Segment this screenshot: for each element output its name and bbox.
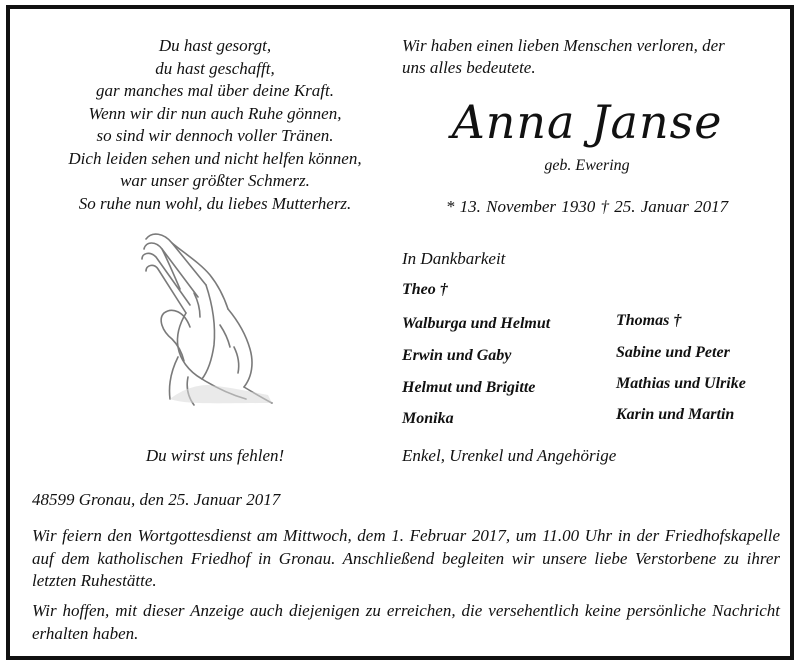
life-dates: * 13. November 1930 † 25. Januar 2017 [445,197,729,216]
missed-line: Du wirst uns fehlen! [145,446,285,465]
place-date: 48599 Gronau, den 25. Januar 2017 [32,490,281,509]
poem [20,35,410,215]
poem-line: du hast geschafft, [155,58,275,78]
service-paragraph: Wir feiern den Wortgottesdienst am Mittwoch, dem 1. Februar 2017, um 11.00 Uhr in der Friedhofskapelle auf dem katholischen Friedhof in Gronau. Anschließend begleiten wir unsere liebe Verstorbene zu ihrer letzten Ruhestätte. [32,526,780,590]
family-member: Karin und Martin [616,406,735,423]
family-member: Theo † [402,281,448,298]
poem-line: So ruhe nun wohl, du liebes Mutterherz. [78,193,352,213]
poem-line: Du hast gesorgt, [158,36,272,55]
poem-line: so sind wir dennoch voller Tränen. [96,126,334,145]
family-member: Erwin und Gaby [402,347,512,364]
intro-line: uns alles bedeutete. [402,58,536,77]
notice-paragraph: Wir hoffen, mit dieser Anzeige auch diejenigen zu erreichen, die versehentlich keine persönliche Nachricht erhalten haben. [32,601,780,643]
praying-hands-icon [128,227,278,409]
poem-line: war unser größter Schmerz. [120,171,310,190]
family-member: Thomas † [616,312,682,329]
deceased-name: Anna Janse [451,95,723,149]
poem-line: Wenn wir dir nun auch Ruhe gönnen, [88,103,342,123]
thanks-label: In Dankbarkeit [402,249,506,268]
maiden-name: geb. Ewering [544,157,630,174]
poem-line: gar manches mal über deine Kraft. [96,81,334,100]
obituary-frame [6,5,794,660]
intro-text [402,35,782,79]
intro-line: Wir haben einen lieben Menschen verloren, der [402,36,725,55]
poem-line: Dich leiden sehen und nicht helfen können, [68,148,362,168]
family-member: Sabine und Peter [616,344,730,361]
family-member: Walburga und Helmut [402,315,551,332]
family-member: Mathias und Ulrike [616,375,746,392]
family-member: Helmut und Brigitte [402,379,536,396]
relatives-line: Enkel, Urenkel und Angehörige [402,446,617,465]
family-member: Monika [402,410,454,427]
